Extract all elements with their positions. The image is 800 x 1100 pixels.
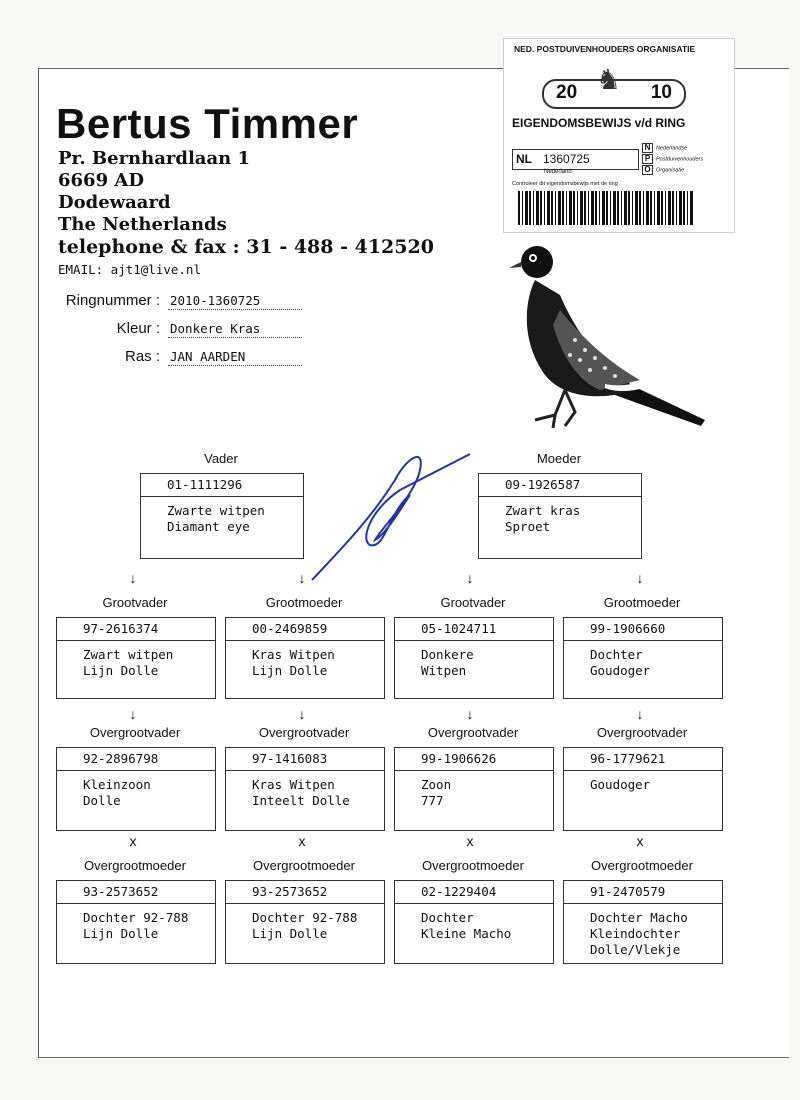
ring-value: 2010-1360725 xyxy=(168,293,302,310)
cross-icon: x xyxy=(466,833,474,849)
great-grandfather-4-ring: 96-1779621 xyxy=(564,748,722,771)
arrow-down-icon: ↓ xyxy=(129,570,137,586)
arrow-down-icon: ↓ xyxy=(129,706,137,722)
great-grandmother-3-label: Overgrootmoeder xyxy=(422,858,524,873)
lion-crest-icon: ♞ xyxy=(596,64,622,95)
great-grandfather-2-box xyxy=(225,747,385,831)
arrow-down-icon: ↓ xyxy=(298,706,306,722)
grandparent-3-label: Grootvader xyxy=(440,595,506,610)
grandparent-1-description: Zwart witpen Lijn Dolle xyxy=(83,647,174,678)
certificate-control-note: Controleer dit eigendomsbewijs met de ring xyxy=(512,181,618,187)
ring-label: Ringnummer : xyxy=(65,292,160,309)
great-grandmother-2-ring: 93-2573652 xyxy=(226,881,384,904)
owner-name: Bertus Timmer xyxy=(56,100,359,147)
great-grandfather-1-label: Overgrootvader xyxy=(89,725,181,740)
great-grandfather-3-description: Zoon 777 xyxy=(421,777,452,808)
certificate-checkboxes: N Nederlandse P Postduivenhouders O Organisatie xyxy=(642,143,703,176)
grandparent-4-ring: 99-1906660 xyxy=(564,618,722,641)
signature xyxy=(300,440,480,590)
great-grandmother-4-box xyxy=(563,880,723,964)
arrow-down-icon: ↓ xyxy=(636,706,644,722)
mother-label: Moeder xyxy=(536,451,582,466)
great-grandfather-4-label: Overgrootvader xyxy=(596,725,688,740)
great-grandfather-3-ring: 99-1906626 xyxy=(395,748,553,771)
great-grandfather-4-box xyxy=(563,747,723,831)
great-grandmother-3-ring: 02-1229404 xyxy=(395,881,553,904)
great-grandfather-3-label: Overgrootvader xyxy=(427,725,519,740)
great-grandfather-4-description: Goudoger xyxy=(590,777,651,792)
great-grandmother-1-box xyxy=(56,880,216,964)
grandparent-1-ring: 97-2616374 xyxy=(57,618,215,641)
certificate-country: Nederland xyxy=(544,169,572,175)
great-grandfather-1-ring: 92-2896798 xyxy=(57,748,215,771)
arrow-down-icon: ↓ xyxy=(466,570,474,586)
great-grandmother-2-box xyxy=(225,880,385,964)
great-grandmother-1-label: Overgrootmoeder xyxy=(84,858,186,873)
color-value: Donkere Kras xyxy=(168,321,302,338)
great-grandfather-2-label: Overgrootvader xyxy=(258,725,350,740)
pigeon-illustration xyxy=(505,240,715,440)
arrow-down-icon: ↓ xyxy=(466,706,474,722)
mother-box xyxy=(478,473,642,559)
grandparent-4-description: Dochter Goudoger xyxy=(590,647,651,678)
grandparent-2-label: Grootmoeder xyxy=(265,595,343,610)
grandparent-4-box xyxy=(563,617,723,699)
breed-value: JAN AARDEN xyxy=(168,349,302,366)
great-grandmother-1-ring: 93-2573652 xyxy=(57,881,215,904)
great-grandmother-3-description: Dochter Kleine Macho xyxy=(421,910,512,941)
grandparent-2-box xyxy=(225,617,385,699)
owner-email: EMAIL: ajt1@live.nl xyxy=(58,262,201,277)
grandparent-1-label: Grootvader xyxy=(102,595,168,610)
father-box xyxy=(140,473,304,559)
certificate-year: 20 10 xyxy=(542,79,686,109)
grandparent-3-ring: 05-1024711 xyxy=(395,618,553,641)
great-grandmother-2-label: Overgrootmoeder xyxy=(253,858,355,873)
arrow-down-icon: ↓ xyxy=(636,570,644,586)
mother-ring: 09-1926587 xyxy=(479,474,641,497)
owner-phone: telephone & fax : 31 - 488 - 412520 xyxy=(58,236,434,258)
certificate-number-box: NL 1360725 xyxy=(512,149,639,170)
father-description: Zwarte witpen Diamant eye xyxy=(167,503,265,534)
certificate-org: NED. POSTDUIVENHOUDERS ORGANISATIE xyxy=(514,44,696,54)
grandparent-4-label: Grootmoeder xyxy=(603,595,681,610)
great-grandmother-4-label: Overgrootmoeder xyxy=(591,858,693,873)
cross-icon: x xyxy=(129,833,137,849)
arrow-down-icon: ↓ xyxy=(298,570,306,586)
grandparent-3-box xyxy=(394,617,554,699)
great-grandmother-2-description: Dochter 92-788 Lijn Dolle xyxy=(252,910,358,941)
grandparent-3-description: Donkere Witpen xyxy=(421,647,474,678)
breed-label: Ras : xyxy=(124,348,160,365)
cross-icon: x xyxy=(636,833,644,849)
owner-country: The Netherlands xyxy=(58,214,227,235)
father-ring: 01-1111296 xyxy=(141,474,303,497)
grandparent-1-box xyxy=(56,617,216,699)
great-grandmother-3-box xyxy=(394,880,554,964)
certificate-title: EIGENDOMSBEWIJS v/d RING xyxy=(512,116,686,130)
color-label: Kleur : xyxy=(116,320,160,337)
mother-description: Zwart kras Sproet xyxy=(505,503,581,534)
great-grandfather-2-ring: 97-1416083 xyxy=(226,748,384,771)
grandparent-2-ring: 00-2469859 xyxy=(226,618,384,641)
great-grandmother-1-description: Dochter 92-788 Lijn Dolle xyxy=(83,910,189,941)
barcode xyxy=(518,191,694,225)
owner-street: Pr. Bernhardlaan 1 xyxy=(58,148,250,169)
great-grandmother-4-ring: 91-2470579 xyxy=(564,881,722,904)
great-grandfather-3-box xyxy=(394,747,554,831)
great-grandfather-1-description: Kleinzoon Dolle xyxy=(83,777,151,808)
great-grandfather-2-description: Kras Witpen Inteelt Dolle xyxy=(252,777,350,808)
grandparent-2-description: Kras Witpen Lijn Dolle xyxy=(252,647,335,678)
father-label: Vader xyxy=(204,451,238,466)
owner-postcode: 6669 AD xyxy=(58,170,144,191)
owner-city: Dodewaard xyxy=(58,192,171,213)
great-grandmother-4-description: Dochter Macho Kleindochter Dolle/Vlekje xyxy=(590,910,688,957)
great-grandfather-1-box xyxy=(56,747,216,831)
cross-icon: x xyxy=(298,833,306,849)
ring-certificate xyxy=(503,38,735,233)
